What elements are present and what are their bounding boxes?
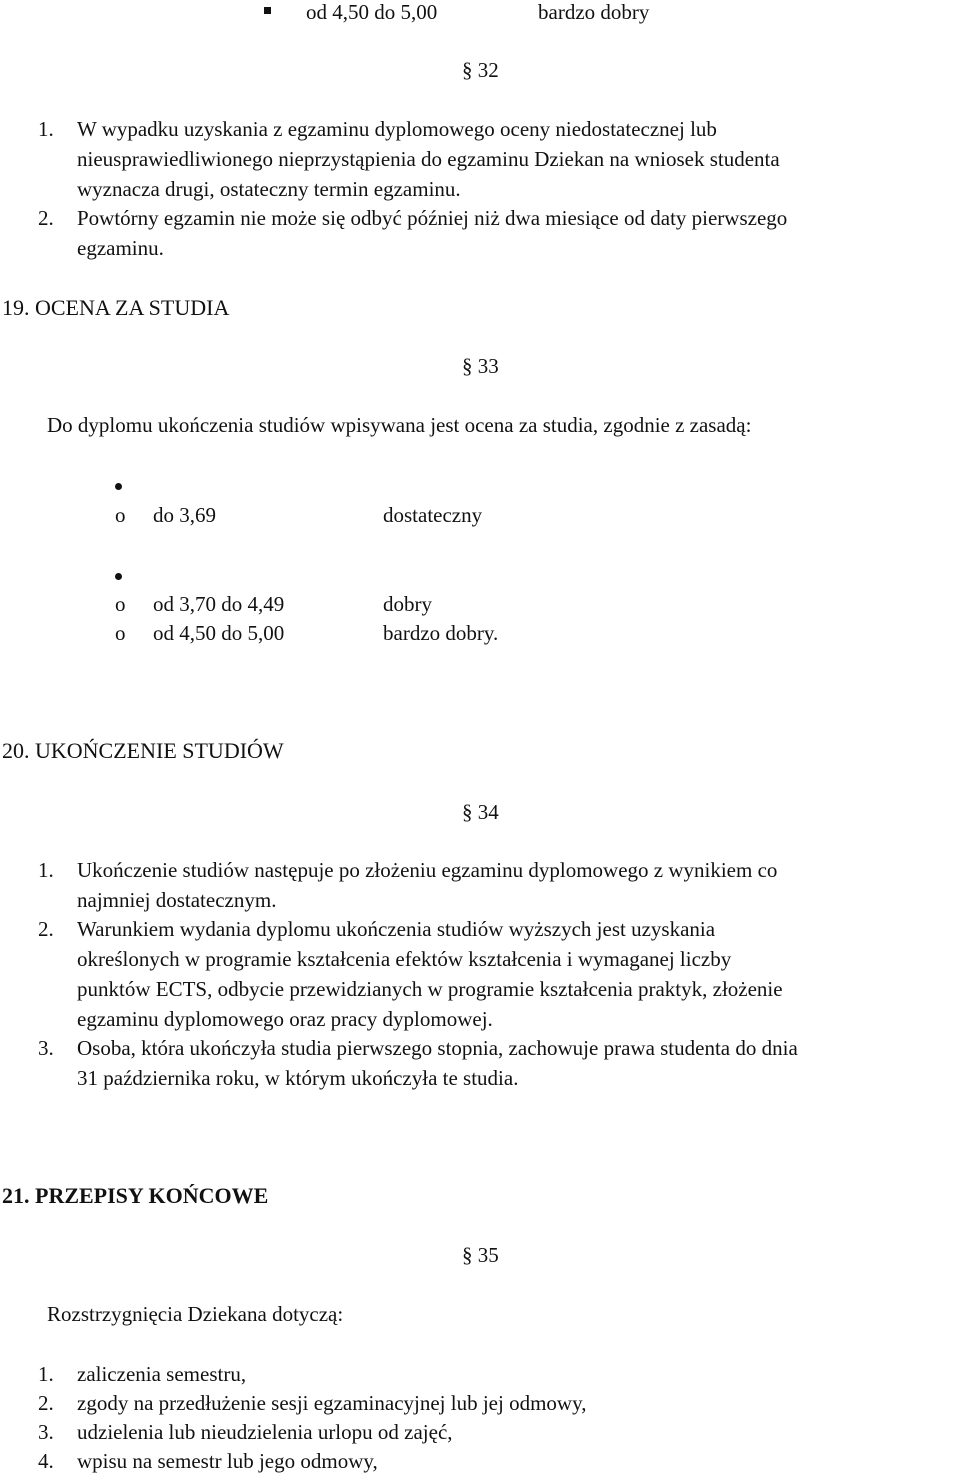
grade-row	[0, 623, 960, 647]
list-marker: o	[115, 503, 126, 527]
list-item-3	[0, 1422, 960, 1446]
item-number: 2.	[38, 206, 54, 230]
paragraph-number-32: § 32	[462, 58, 499, 82]
item-line: Osoba, która ukończyła studia pierwszego stopnia, zachowuje prawa studenta do dnia	[77, 1036, 798, 1060]
square-bullet-icon	[264, 7, 271, 14]
item-line: punktów ECTS, odbycie przewidzianych w programie kształcenia praktyk, złożenie	[77, 977, 783, 1001]
list-item-1	[0, 1364, 960, 1388]
top-list-item	[0, 2, 960, 26]
grade-name: dostateczny	[383, 503, 483, 527]
item-number: 1.	[38, 858, 54, 882]
grade-range: od 3,70 do 4,49	[153, 592, 285, 616]
chapter-21-title: 21. PRZEPISY KOŃCOWE	[2, 1183, 269, 1208]
grade-range: do 3,69	[153, 503, 216, 527]
item-number: 2.	[38, 917, 54, 941]
grade-range: od 4,50 do 5,00	[153, 621, 285, 645]
item-line: Powtórny egzamin nie może się odbyć później niż dwa miesiące od daty pierwszego	[77, 206, 788, 230]
item-number: 4.	[38, 1449, 54, 1473]
chapter-19-intro: Do dyplomu ukończenia studiów wpisywana jest ocena za studia, zgodnie z zasadą:	[47, 413, 752, 437]
top-item-grade: bardzo dobry	[538, 0, 650, 24]
chapter-20-title: 20. UKOŃCZENIE STUDIÓW	[2, 738, 284, 763]
list-marker: o	[115, 592, 126, 616]
grade-name: bardzo dobry.	[383, 621, 499, 645]
item-line: 31 października roku, w którym ukończyła te studia.	[77, 1066, 519, 1090]
item-number: 2.	[38, 1391, 54, 1415]
item-line: W wypadku uzyskania z egzaminu dyplomowego oceny niedostatecznej lub	[77, 117, 717, 141]
dot-bullet-icon	[115, 483, 122, 490]
item-text: udzielenia lub nieudzielenia urlopu od zajęć,	[77, 1420, 453, 1444]
top-item-range: od 4,50 do 5,00	[306, 0, 438, 24]
grade-name: dobry	[383, 592, 432, 616]
list-item-4	[0, 1451, 960, 1475]
item-number: 3.	[38, 1420, 54, 1444]
item-text: zgody na przedłużenie sesji egzaminacyjnej lub jej odmowy,	[77, 1391, 587, 1415]
grade-row	[0, 594, 960, 618]
chapter-19-title: 19. OCENA ZA STUDIA	[2, 295, 230, 320]
grade-row	[0, 505, 960, 529]
item-line: określonych w programie kształcenia efektów kształcenia i wymaganej liczby	[77, 947, 732, 971]
item-text: zaliczenia semestru,	[77, 1362, 247, 1386]
list-marker: o	[115, 621, 126, 645]
item-text: wpisu na semestr lub jego odmowy,	[77, 1449, 378, 1473]
item-line: egzaminu dyplomowego oraz pracy dyplomowej.	[77, 1007, 493, 1031]
item-number: 1.	[38, 117, 54, 141]
paragraph-number-35: § 35	[462, 1243, 499, 1267]
paragraph-number-33: § 33	[462, 354, 499, 378]
dot-bullet-icon	[115, 573, 122, 580]
item-line: egzaminu.	[77, 236, 164, 260]
chapter-21-intro: Rozstrzygnięcia Dziekana dotyczą:	[47, 1302, 344, 1326]
item-line: najmniej dostatecznym.	[77, 888, 277, 912]
item-line: nieusprawiedliwionego nieprzystąpienia do egzaminu Dziekan na wniosek studenta	[77, 147, 780, 171]
paragraph-number-34: § 34	[462, 800, 499, 824]
item-line: Warunkiem wydania dyplomu ukończenia studiów wyższych jest uzyskania	[77, 917, 716, 941]
item-number: 3.	[38, 1036, 54, 1060]
item-number: 1.	[38, 1362, 54, 1386]
item-line: Ukończenie studiów następuje po złożeniu egzaminu dyplomowego z wynikiem co	[77, 858, 778, 882]
item-line: wyznacza drugi, ostateczny termin egzaminu.	[77, 177, 461, 201]
list-item-2	[0, 1393, 960, 1417]
